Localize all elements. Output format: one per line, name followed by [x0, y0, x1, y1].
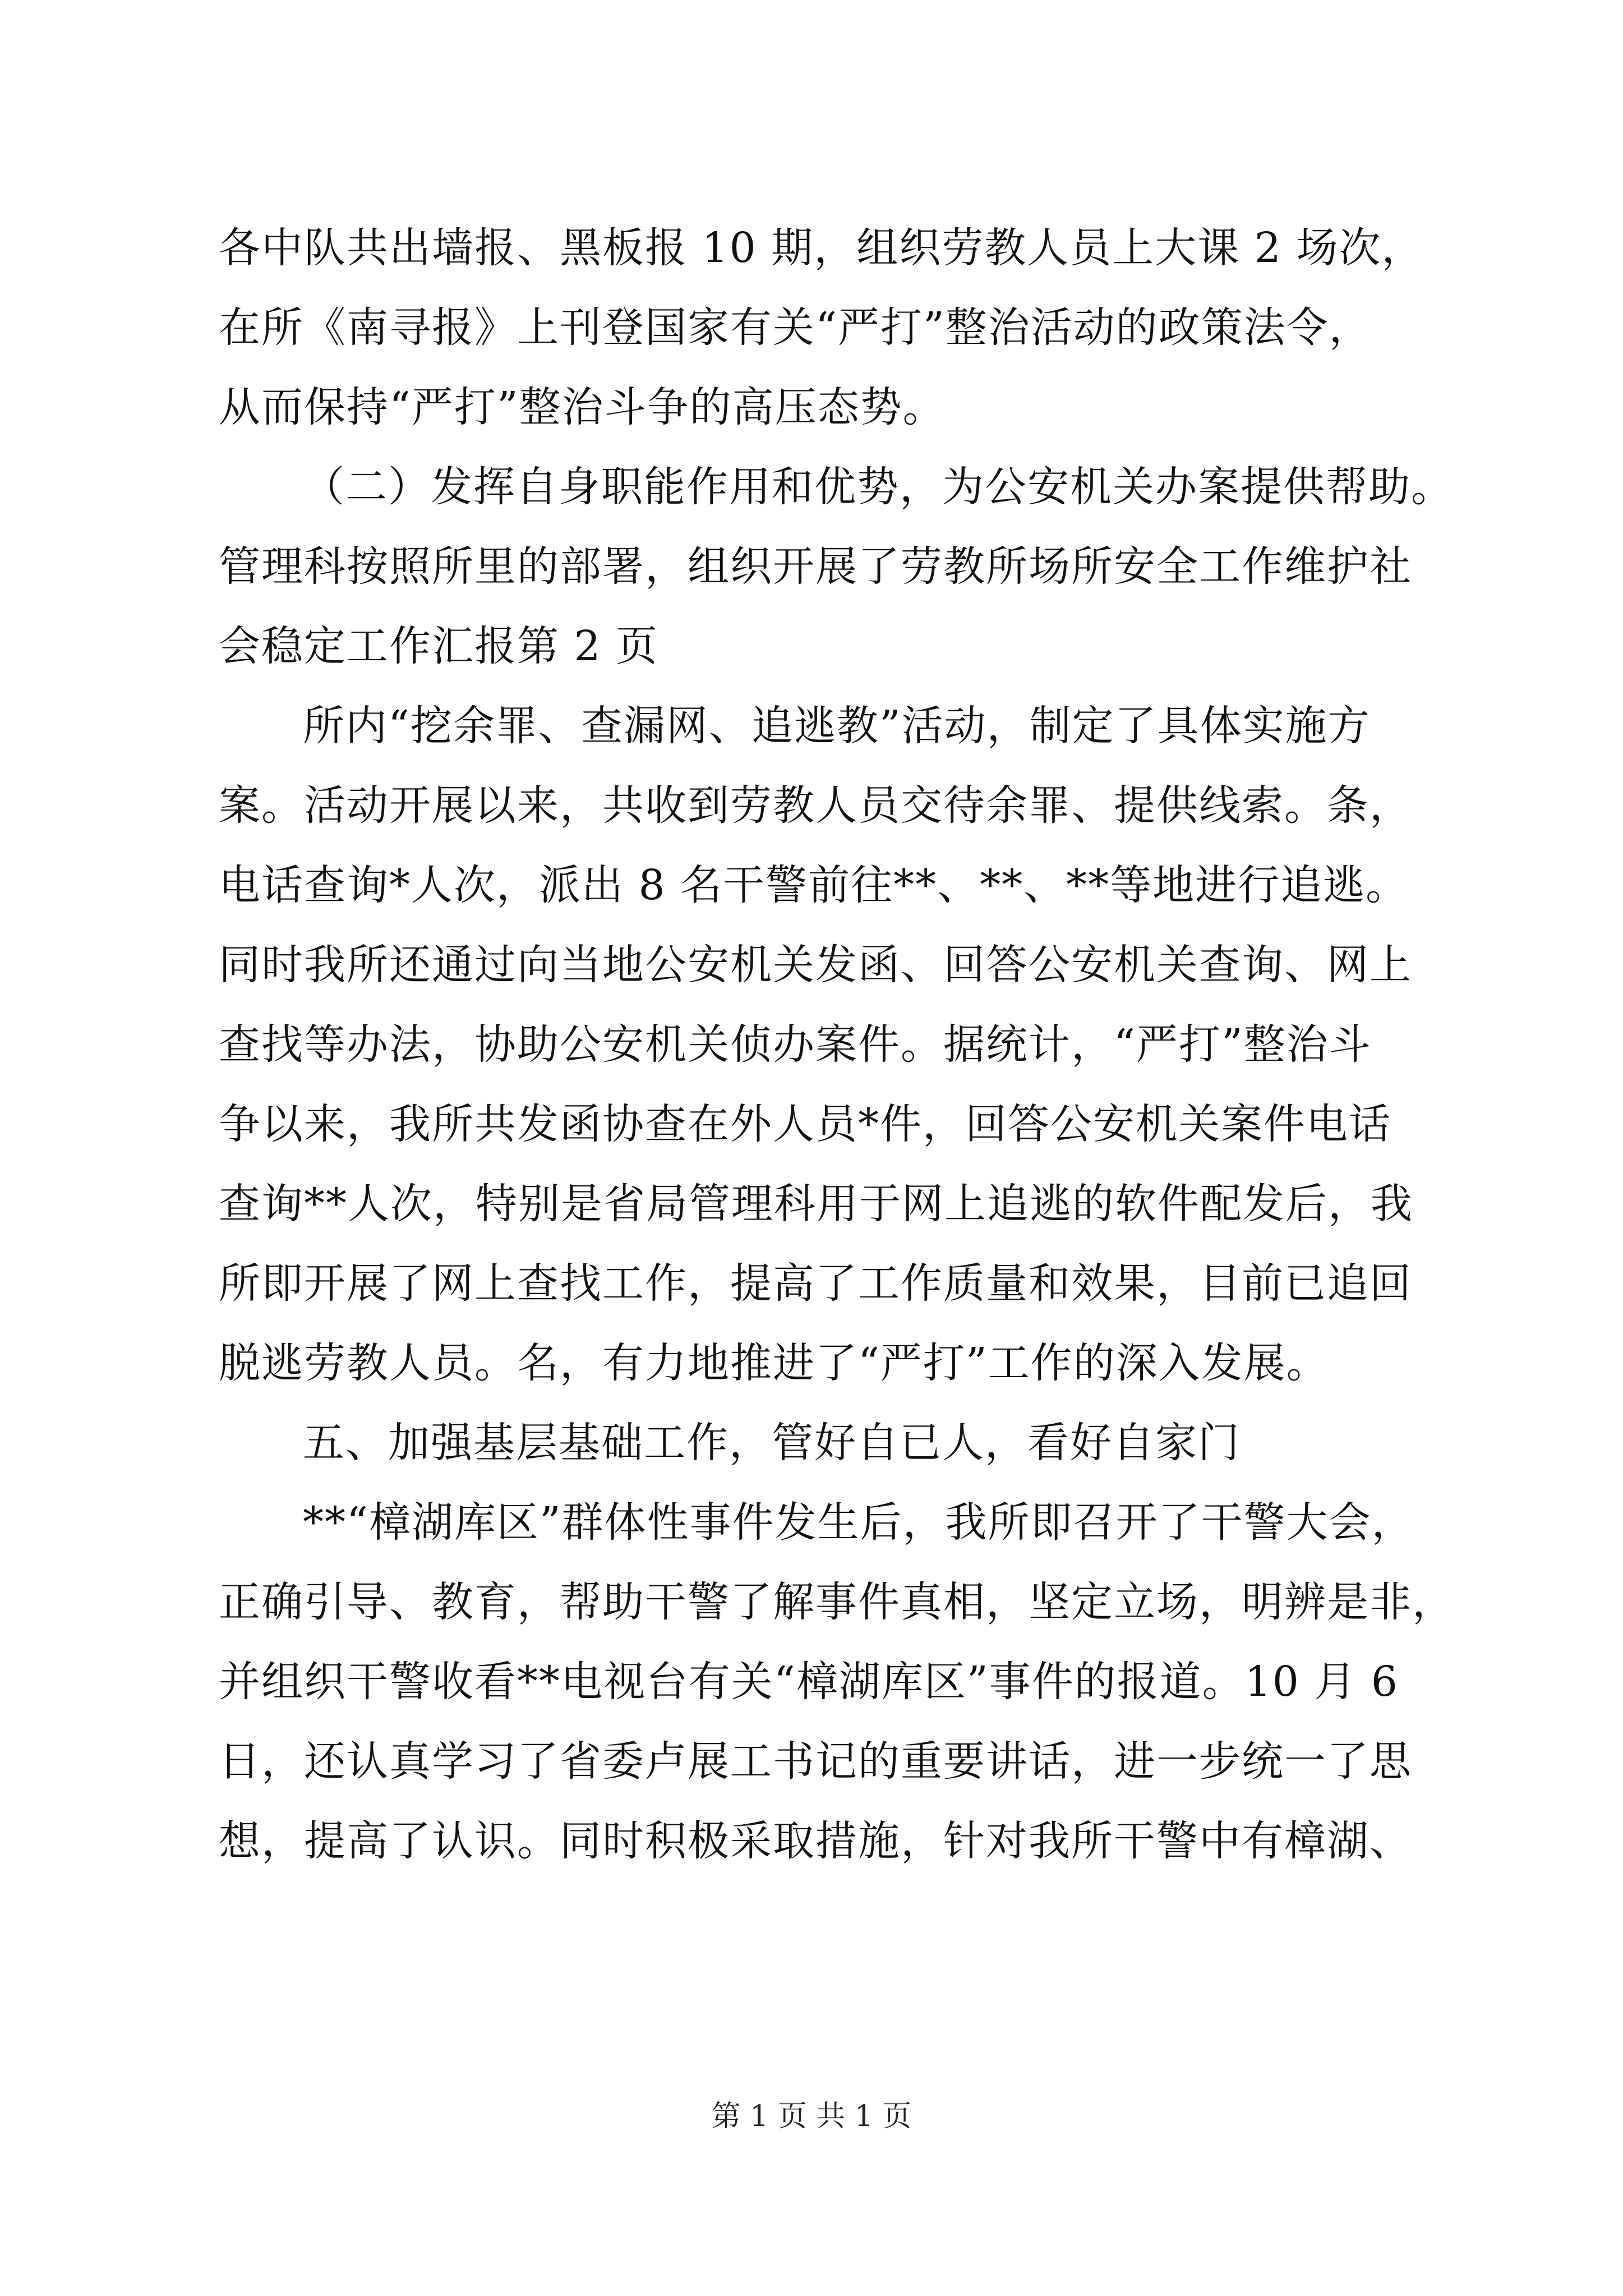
text-line: 电话查询*人次，派出 8 名干警前往**、**、**等地进行追逃。: [219, 861, 1409, 909]
text-line: 日，还认真学习了省委卢展工书记的重要讲话，进一步统一了思: [219, 1737, 1412, 1786]
text-line: 并组织干警收看**电视台有关“樟湖库区”事件的报道。10 月 6: [219, 1658, 1399, 1706]
text-line: 所即开展了网上查找工作，提高了工作质量和效果，目前已追回: [219, 1259, 1412, 1308]
text-line: 在所《南寻报》上刊登国家有关“严打”整治活动的政策法令，: [219, 303, 1372, 352]
text-line: 查找等办法，协助公安机关侦办案件。据统计，“严打”整治斗: [219, 1020, 1372, 1069]
page-footer: 第 1 页 共 1 页: [711, 2100, 912, 2133]
text-line: 脱逃劳教人员。名，有力地推进了“严打”工作的深入发展。: [219, 1339, 1329, 1387]
text-line: 管理科按照所里的部署，组织开展了劳教所场所安全工作维护社: [219, 542, 1412, 591]
text-line: 争以来，我所共发函协查在外人员*件，回答公安机关案件电话: [219, 1100, 1391, 1148]
text-line: 想，提高了认识。同时积极采取措施，针对我所干警中有樟湖、: [219, 1817, 1412, 1865]
text-line: 案。活动开展以来，共收到劳教人员交待余罪、提供线索。条，: [219, 781, 1412, 830]
text-line: 会稳定工作汇报第 2 页: [219, 622, 659, 670]
text-line: 同时我所还通过向当地公安机关发函、回答公安机关查询、网上: [219, 941, 1412, 989]
section-heading: （二）发挥自身职能作用和优势，为公安机关办案提供帮助。: [303, 463, 1454, 511]
section-heading: 五、加强基层基础工作，管好自已人，看好自家门: [303, 1419, 1241, 1467]
text-line: **“樟湖库区”群体性事件发生后，我所即召开了干警大会，: [303, 1498, 1414, 1547]
text-line: 各中队共出墙报、黑板报 10 期，组织劳教人员上大课 2 场次，: [219, 224, 1424, 272]
text-line: 查询**人次，特别是省局管理科用于网上追逃的软件配发后，我: [219, 1180, 1413, 1228]
text-line: 从而保持“严打”整治斗争的高压态势。: [219, 383, 946, 431]
text-line: 所内“挖余罪、查漏网、追逃教”活动，制定了具体实施方: [303, 702, 1371, 750]
text-line: 正确引导、教育，帮助干警了解事件真相，坚定立场，明辨是非，: [219, 1578, 1455, 1626]
